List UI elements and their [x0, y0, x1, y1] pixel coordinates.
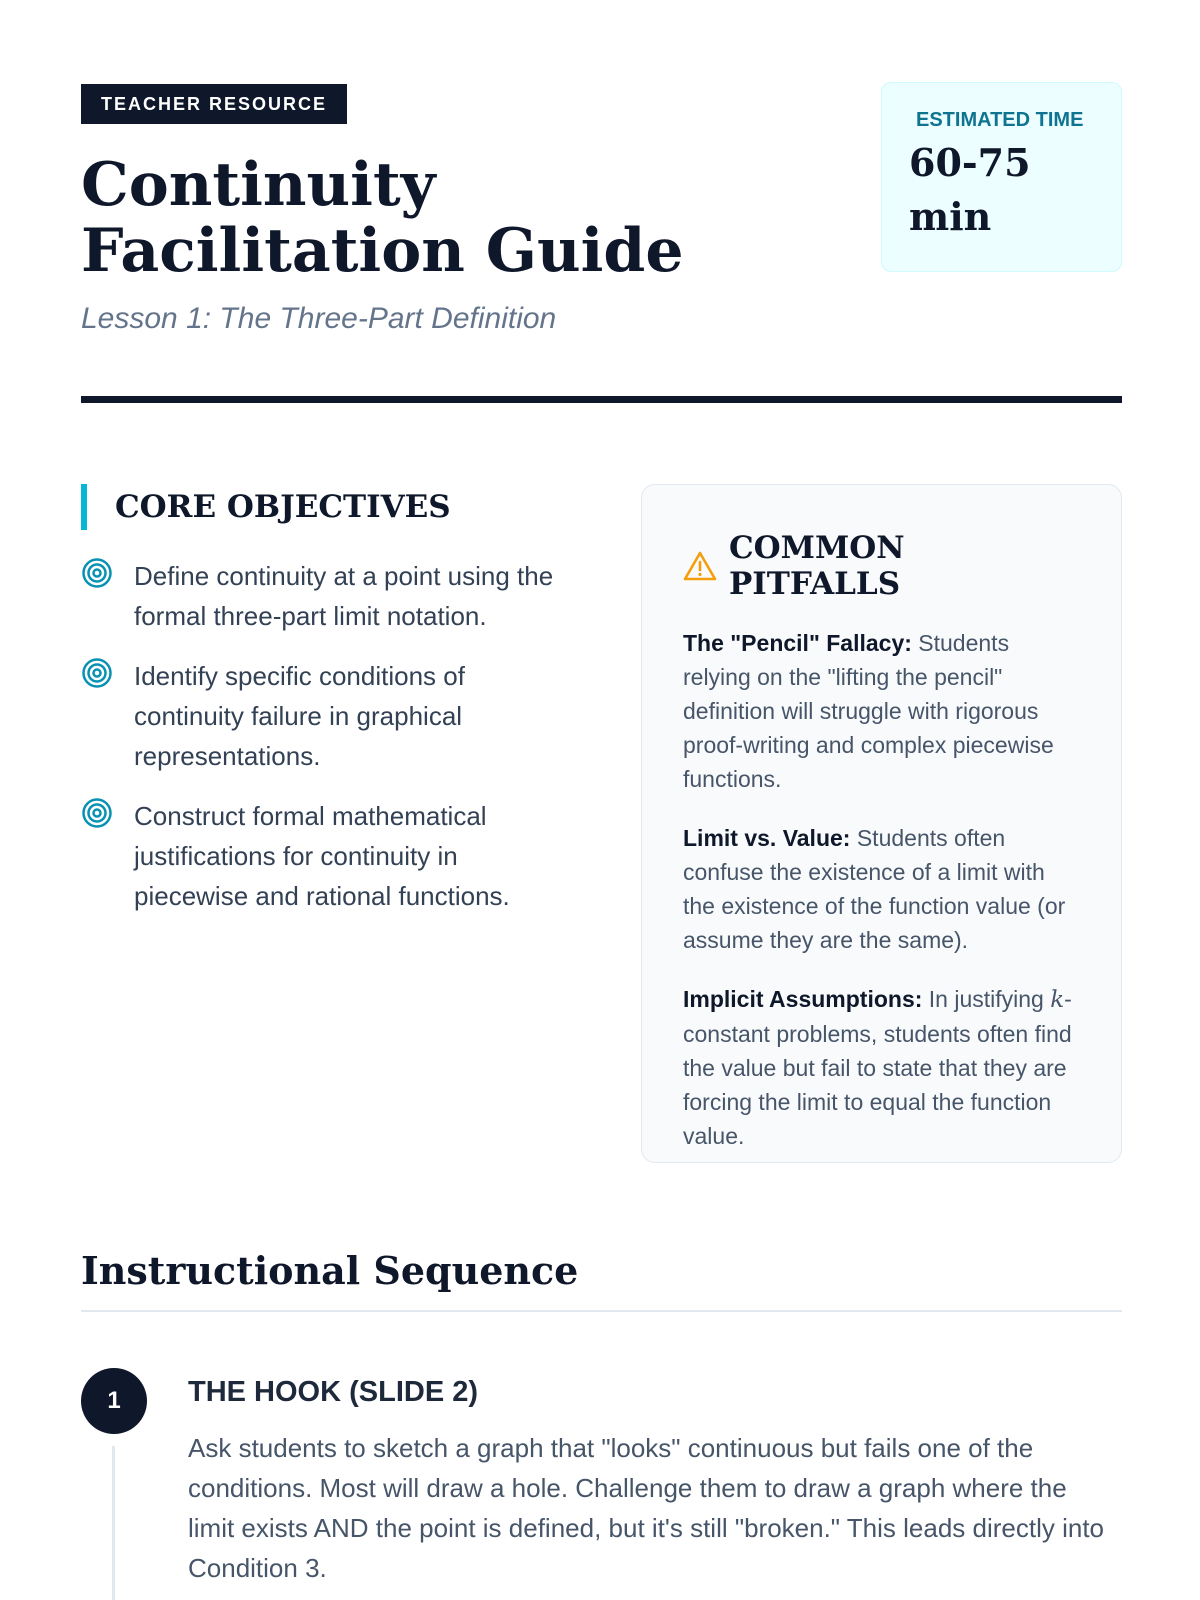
pitfall-text: -constant problems, students often find the value but fail to state that they are forcing the limit to equal the function value.	[683, 986, 1072, 1149]
pitfall-text: In justifying	[928, 986, 1044, 1012]
pitfalls-heading	[683, 530, 1081, 602]
objective-text: Define continuity at a point using the formal three-part limit notation.	[134, 561, 554, 631]
target-icon	[81, 657, 113, 689]
target-icon	[81, 557, 113, 589]
resource-badge: TEACHER RESOURCE	[81, 84, 347, 124]
math-variable: k	[1050, 987, 1065, 1013]
accent-bar	[81, 484, 87, 530]
pitfall-label: Limit vs. Value:	[683, 825, 851, 851]
objective-text: Construct formal mathematical justifications for continuity in piecewise and rational functions.	[134, 801, 510, 911]
pitfall-item	[683, 626, 1081, 796]
page-title: Continuity Facilitation Guide	[81, 150, 684, 286]
list-item	[81, 556, 571, 636]
common-pitfalls-card	[641, 484, 1122, 1163]
warning-triangle-icon	[683, 551, 717, 581]
pitfall-item	[683, 982, 1081, 1153]
estimated-time-value: 60-75 min	[909, 140, 1031, 239]
pitfall-item	[683, 821, 1081, 957]
page-subtitle: Lesson 1: The Three-Part Definition	[81, 302, 557, 335]
list-item	[81, 796, 571, 916]
target-icon	[81, 797, 113, 829]
step-number-badge: 1	[81, 1368, 147, 1434]
pitfall-label: The "Pencil" Fallacy:	[683, 630, 912, 656]
step-body: Ask students to sketch a graph that "looks" continuous but fails one of the conditions. Most will draw a hole. Challenge them to draw a graph where the limit exists AND the point is defined, but it's still "broken." This leads directly into Condition 3.	[188, 1433, 1105, 1583]
page-header	[81, 84, 1122, 404]
pitfalls-title: COMMON PITFALLS	[729, 530, 905, 602]
core-objectives-section	[81, 484, 571, 936]
step-connector-line	[112, 1446, 115, 1600]
list-item	[81, 656, 571, 776]
header-divider	[81, 396, 1122, 403]
objective-text: Identify specific conditions of continuity failure in graphical representations.	[134, 661, 465, 771]
pitfall-text: Students often confuse the existence of a limit with the existence of the function value (or assume they are the same).	[683, 825, 1066, 953]
estimated-time-label: ESTIMATED TIME	[916, 109, 1084, 131]
objectives-title: CORE OBJECTIVES	[115, 489, 451, 525]
sequence-divider	[81, 1310, 1122, 1312]
objectives-list	[81, 556, 571, 916]
objectives-heading	[81, 484, 571, 530]
sequence-title: Instructional Sequence	[81, 1248, 579, 1293]
pitfall-label: Implicit Assumptions:	[683, 986, 923, 1012]
estimated-time-card	[881, 82, 1122, 272]
step-title: THE HOOK (SLIDE 2)	[188, 1376, 479, 1408]
pitfall-text: Students relying on the "lifting the pencil" definition will struggle with rigorous proof-writing and complex piecewise functions.	[683, 630, 1054, 792]
